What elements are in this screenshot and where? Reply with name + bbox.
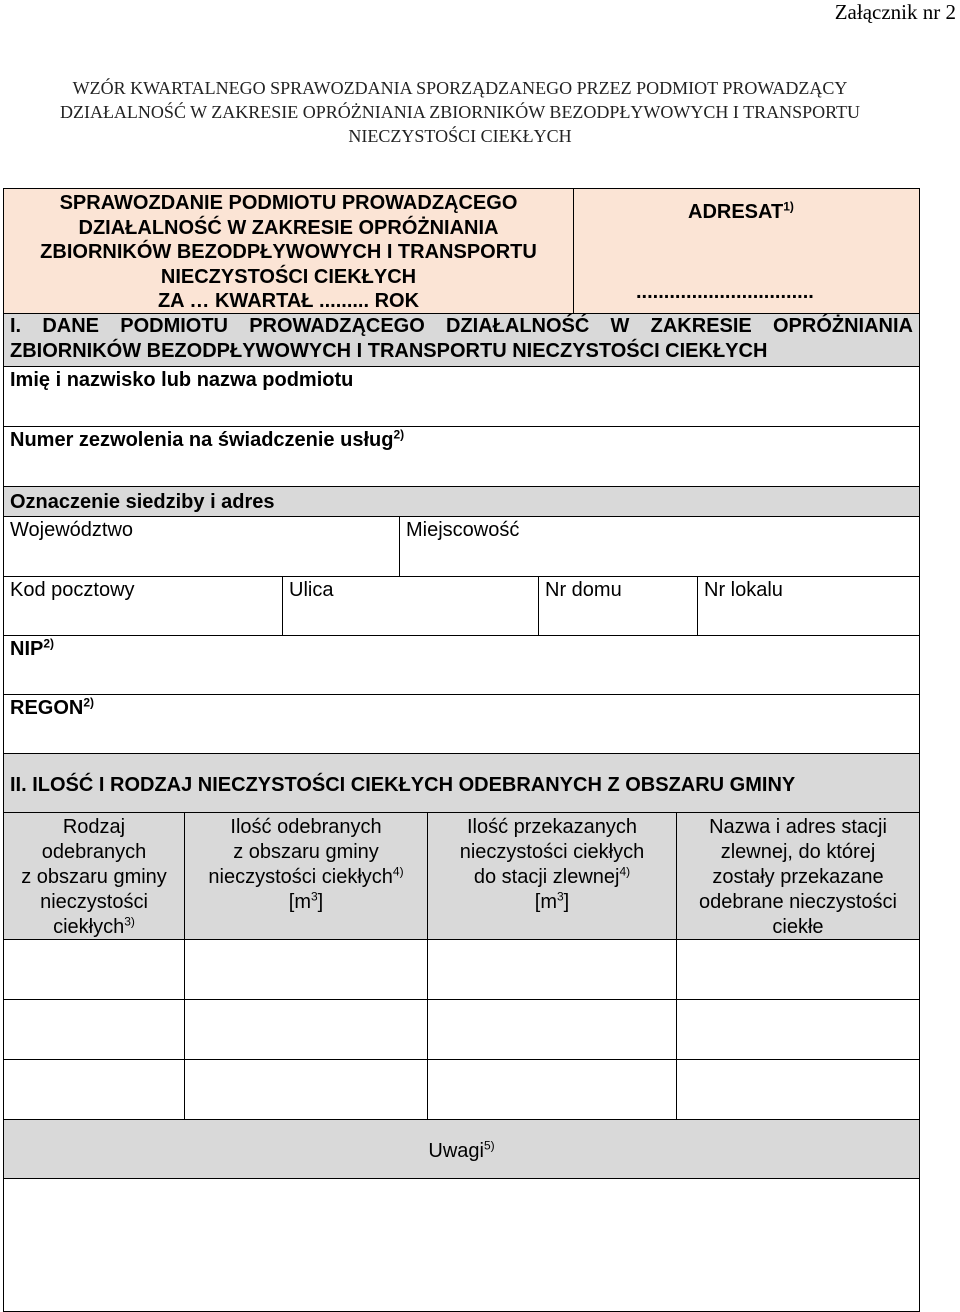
report-title-line-2: DZIAŁALNOŚĆ W ZAKRESIE OPRÓŻNIANIA	[78, 216, 499, 239]
adresat-footnote: 1)	[783, 199, 794, 214]
nip-label: NIP	[10, 638, 44, 660]
name-field[interactable]	[4, 367, 919, 426]
street-field[interactable]	[283, 577, 539, 635]
remarks-header-row	[3, 1119, 920, 1178]
street-label: Ulica	[289, 579, 334, 601]
table-row	[3, 999, 920, 1059]
regon-row	[3, 694, 920, 753]
report-form	[3, 188, 920, 1312]
flat-number-label: Nr lokalu	[704, 579, 783, 601]
regon-footnote: 2)	[83, 695, 95, 710]
remarks-field[interactable]	[4, 1179, 919, 1311]
table-cell-station[interactable]	[677, 940, 919, 999]
annex-label: Załącznik nr 2	[834, 0, 956, 24]
column-header-type: Rodzaj odebranych z obszaru gminy nieczystości ciekłych$^{3)}$	[4, 813, 185, 939]
table-cell-transferred[interactable]	[428, 1060, 677, 1119]
column-header-station: Nazwa i adres stacji zlewnej, do której zostały przekazane odebrane nieczystości ciekłe	[677, 813, 919, 939]
section-2-header-row	[3, 753, 920, 812]
document-heading	[10, 76, 910, 148]
section-2-title: II. ILOŚĆ I RODZAJ NIECZYSTOŚCI CIEKŁYCH ODEBRANYCH Z OBSZARU GMINY	[4, 754, 919, 812]
voivodeship-label: Województwo	[10, 519, 134, 541]
remarks-label: Uwagi	[428, 1140, 484, 1162]
section-1-title-line-1: I. DANE PODMIOTU PROWADZĄCEGO DZIAŁALNOŚĆ W ZAKRESIE OPRÓŻNIANIA	[10, 315, 913, 337]
table-cell-type[interactable]	[4, 1060, 185, 1119]
address-row	[3, 576, 920, 635]
table-cell-station[interactable]	[677, 1060, 919, 1119]
permit-field[interactable]	[4, 427, 919, 486]
report-title-line-3: ZBIORNIKÓW BEZODPŁYWOWYCH I TRANSPORTU	[40, 241, 537, 263]
column-header-transferred-amount: Ilość przekazanych nieczystości ciekłych do stacji zlewnej$^{4)}$ $[m^3]$	[428, 813, 677, 939]
adresat-cell[interactable]	[574, 189, 919, 313]
name-label: Imię i nazwisko lub nazwa podmiotu	[10, 369, 354, 391]
house-number-field[interactable]	[539, 577, 698, 635]
table-cell-type[interactable]	[4, 940, 185, 999]
postal-code-label: Kod pocztowy	[10, 579, 135, 601]
nip-field[interactable]	[4, 636, 919, 694]
report-title-line-4: NIECZYSTOŚCI CIEKŁYCH	[160, 265, 417, 288]
flat-number-field[interactable]	[698, 577, 919, 635]
permit-footnote: 2)	[393, 427, 405, 442]
column-type-footnote: 3)	[124, 914, 135, 929]
heading-line-1: WZÓR KWARTALNEGO SPRAWOZDANIA SPORZĄDZANEGO PRZEZ PODMIOT PROWADZĄCY	[72, 78, 848, 98]
report-title	[4, 189, 574, 313]
table-cell-transferred[interactable]	[428, 940, 677, 999]
report-header-row	[3, 188, 920, 313]
table-cell-collected[interactable]	[185, 1060, 428, 1119]
seat-header: Oznaczenie siedziby i adres	[4, 487, 919, 516]
table-cell-collected[interactable]	[185, 940, 428, 999]
locality-label: Miejscowość	[406, 519, 520, 541]
table-cell-type[interactable]	[4, 1000, 185, 1059]
column-transferred-footnote: 4)	[619, 864, 631, 879]
voivodeship-locality-row	[3, 516, 920, 576]
report-period-field[interactable]: ZA … KWARTAŁ ......... ROK	[157, 290, 420, 312]
table-cell-collected[interactable]	[185, 1000, 428, 1059]
section-1-header-row	[3, 313, 920, 366]
section-1-title-line-2: ZBIORNIKÓW BEZODPŁYWOWYCH I TRANSPORTU NIECZYSTOŚCI CIEKŁYCH	[10, 340, 768, 362]
permit-label: Numer zezwolenia na świadczenie usług	[10, 429, 394, 451]
nip-row	[3, 635, 920, 694]
regon-field[interactable]	[4, 695, 919, 753]
column-collected-footnote: 4)	[392, 864, 404, 879]
adresat-dots: ................................	[636, 281, 814, 303]
remarks-footnote: 5)	[483, 1138, 495, 1153]
name-row	[3, 366, 920, 426]
adresat-label: ADRESAT$^{1)}$	[688, 199, 794, 223]
table-row	[3, 1059, 920, 1119]
postal-code-field[interactable]	[4, 577, 283, 635]
column-header-collected-amount: Ilość odebranych z obszaru gminy nieczystości ciekłych$^{4)}$ $[m^3]$	[185, 813, 428, 939]
section-1-title	[4, 314, 919, 366]
seat-header-row	[3, 486, 920, 516]
remarks-body-row	[3, 1178, 920, 1312]
table-cell-transferred[interactable]	[428, 1000, 677, 1059]
locality-field[interactable]	[400, 517, 919, 576]
heading-line-2: DZIAŁALNOŚĆ W ZAKRESIE OPRÓŻNIANIA ZBIORNIKÓW BEZODPŁYWOWYCH I TRANSPORTU	[59, 102, 861, 122]
regon-label: REGON	[10, 697, 84, 719]
section-2-column-headers	[3, 812, 920, 939]
heading-line-3: NIECZYSTOŚCI CIEKŁYCH	[348, 126, 572, 146]
house-number-label: Nr domu	[545, 579, 622, 601]
nip-footnote: 2)	[43, 636, 55, 651]
table-cell-station[interactable]	[677, 1000, 919, 1059]
table-row	[3, 939, 920, 999]
remarks-header	[4, 1120, 919, 1178]
report-title-line-1: SPRAWOZDANIE PODMIOTU PROWADZĄCEGO	[59, 192, 518, 214]
permit-row	[3, 426, 920, 486]
voivodeship-field[interactable]	[4, 517, 400, 576]
